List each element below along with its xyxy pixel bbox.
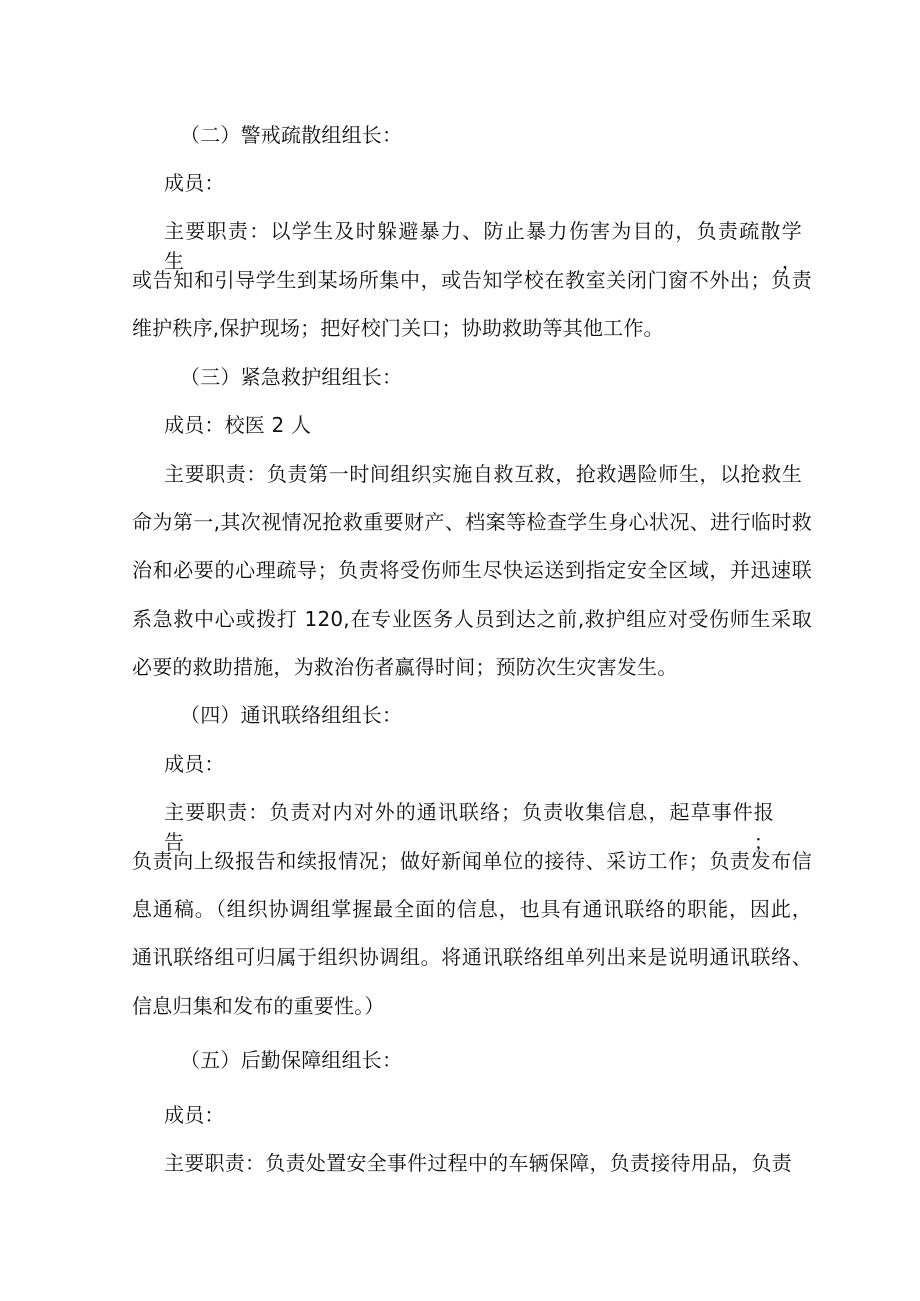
paragraph-line: 息通稿。（组织协调组掌握最全面的信息，也具有通讯联络的职能，因此， (132, 897, 812, 921)
paragraph-line: 负责向上级报告和续报情况；做好新闻单位的接待、采访工作；负责发布信 (132, 849, 812, 873)
paragraph-line: 必要的救助措施，为救治伤者赢得时间；预防次生灾害发生。 (132, 655, 678, 679)
paragraph-line: 信息归集和发布的重要性。） (132, 994, 385, 1018)
section-heading-logistics: （五）后勤保障组组长： (180, 1048, 403, 1072)
paragraph-line: 命为第一,其次视情况抢救重要财产、档案等检查学生身心状况、进行临时救 (132, 510, 812, 534)
duties-line: 主要职责：负责处置安全事件过程中的车辆保障，负责接待用品，负责 (164, 1151, 792, 1175)
section-heading-communication: （四）通讯联络组组长： (180, 703, 403, 727)
paragraph-line: 系急救中心或拨打 120,在专业医务人员到达之前,救护组应对受伤师生采取 (132, 607, 812, 631)
members-line: 成员： (164, 752, 225, 776)
paragraph-line: 或告知和引导学生到某场所集中，或告知学校在教室关闭门窗不外出；负责 (132, 268, 812, 292)
paragraph-line: 通讯联络组可归属于组织协调组。将通讯联络组单列出来是说明通讯联络、 (132, 945, 812, 969)
paragraph-line: 治和必要的心理疏导；负责将受伤师生尽快运送到指定安全区域，并迅速联 (132, 558, 812, 582)
members-line: 成员： (164, 1103, 225, 1127)
paragraph-line: 维护秩序,保护现场；把好校门关口；协助救助等其他工作。 (132, 316, 664, 340)
members-line: 成员： (164, 171, 225, 195)
duties-line: 主要职责：以学生及时躲避暴力、防止暴力伤害为目的，负责疏散学生， (164, 219, 802, 273)
section-heading-evacuation: （二）警戒疏散组组长： (180, 123, 403, 147)
members-line: 成员：校医 2 人 (164, 413, 312, 437)
section-heading-first-aid: （三）紧急救护组组长： (180, 365, 403, 389)
duties-line: 主要职责：负责对内对外的通讯联络；负责收集信息，起草事件报告； (164, 800, 774, 854)
duties-line: 主要职责：负责第一时间组织实施自救互救，抢救遇险师生，以抢救生 (164, 462, 802, 486)
